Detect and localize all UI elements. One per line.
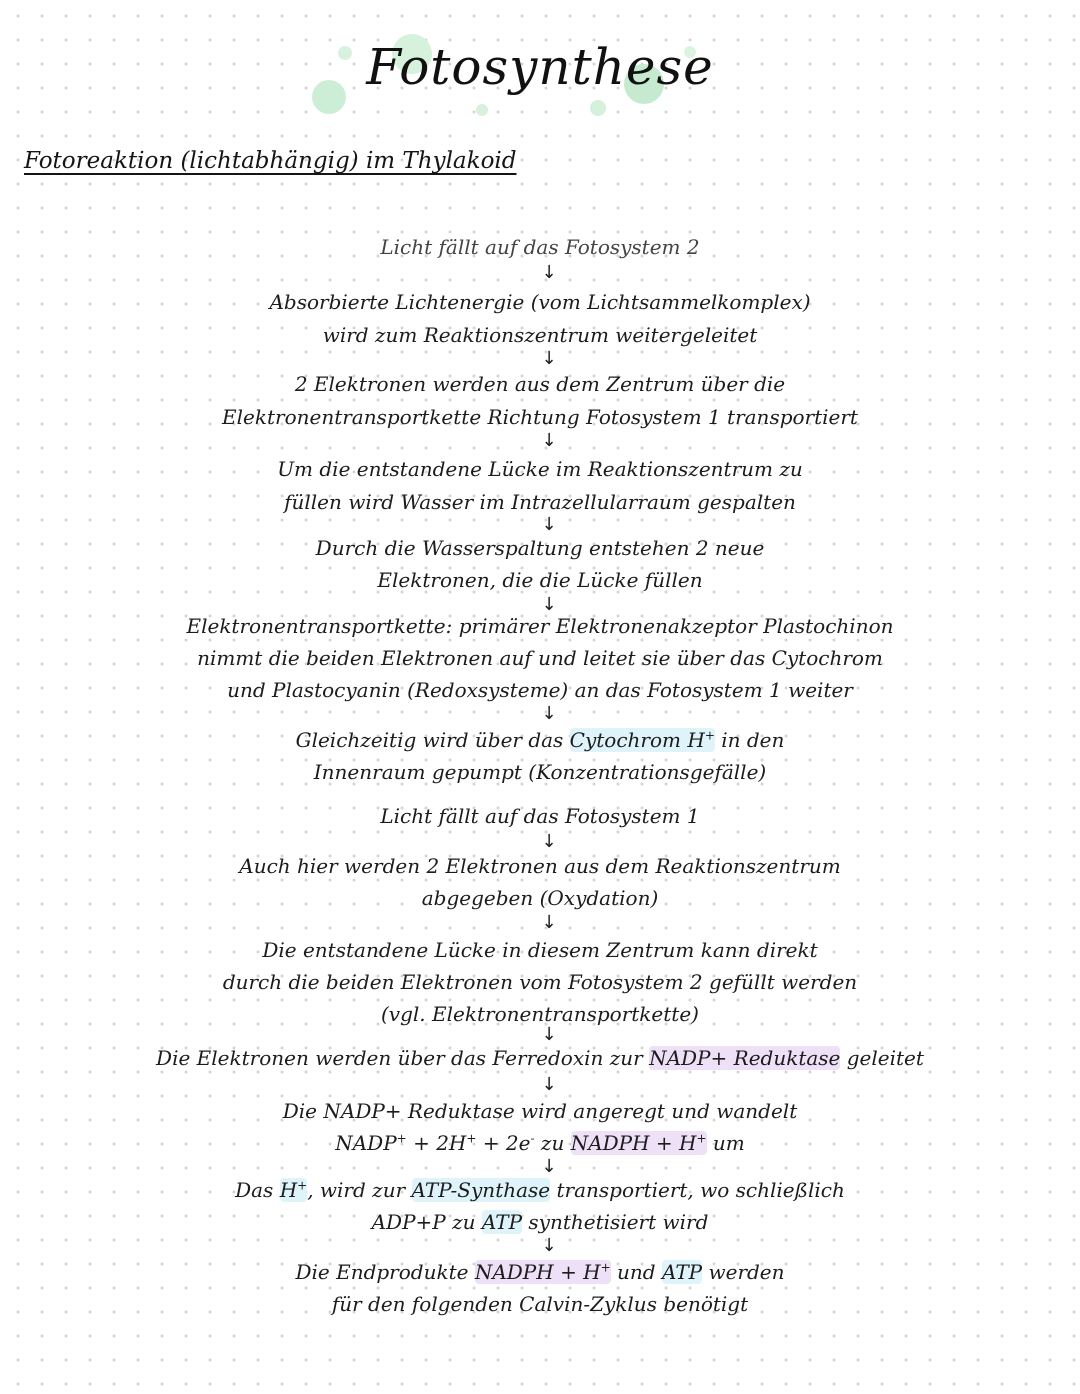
green-blob-decoration bbox=[476, 104, 488, 116]
atp-synthase-highlight: ATP-Synthase bbox=[411, 1178, 551, 1202]
superscript: + bbox=[696, 1131, 707, 1146]
formula-text: NADP bbox=[335, 1131, 397, 1155]
step-13-line-1 bbox=[0, 1177, 1080, 1203]
superscript: + bbox=[704, 728, 715, 743]
step-6-line-2: nimmt die beiden Elektronen auf und leitet sie über das Cytochrom bbox=[197, 646, 883, 670]
step-14-text: werden bbox=[702, 1260, 785, 1284]
down-arrow-icon: ↓ bbox=[541, 831, 557, 852]
step-11-text: geleitet bbox=[840, 1046, 924, 1070]
step-14-line-2: für den folgenden Calvin-Zyklus benötigt bbox=[331, 1292, 749, 1316]
step-4-line-2: füllen wird Wasser im Intrazellularraum gespalten bbox=[284, 490, 796, 514]
step-1-line-1: Licht fällt auf das Fotosystem 2 bbox=[380, 235, 700, 259]
step-6-line-1: Elektronentransportkette: primärer Elektronenakzeptor Plastochinon bbox=[186, 614, 894, 638]
nadph-highlight bbox=[571, 1131, 707, 1155]
step-3-line-2: Elektronentransportkette Richtung Fotosystem 1 transportiert bbox=[222, 405, 858, 429]
superscript: + bbox=[600, 1260, 611, 1275]
step-2-line-1: Absorbierte Lichtenergie (vom Lichtsammelkomplex) bbox=[269, 290, 811, 314]
step-7-line-2: Innenraum gepumpt (Konzentrationsgefälle) bbox=[313, 760, 767, 784]
step-9-line-1: Auch hier werden 2 Elektronen aus dem Reaktionszentrum bbox=[239, 854, 841, 878]
step-3-line-1: 2 Elektronen werden aus dem Zentrum über die bbox=[294, 372, 786, 396]
step-6-line-3: und Plastocyanin (Redoxsysteme) an das Fotosystem 1 weiter bbox=[227, 678, 853, 702]
cytochrom-text: Cytochrom H bbox=[569, 728, 705, 752]
step-14-text: Die Endprodukte bbox=[295, 1260, 475, 1284]
step-14-text: und bbox=[610, 1260, 662, 1284]
step-11-text: Die Elektronen werden über das Ferredoxin zur bbox=[156, 1046, 650, 1070]
step-13-text: Das bbox=[235, 1178, 280, 1202]
cytochrom-highlight bbox=[570, 728, 715, 752]
step-7-text: Gleichzeitig wird über das bbox=[295, 728, 570, 752]
down-arrow-icon: ↓ bbox=[541, 1156, 557, 1177]
nadph-highlight bbox=[475, 1260, 611, 1284]
step-12-line-1: Die NADP+ Reduktase wird angeregt und wandelt bbox=[282, 1099, 798, 1123]
step-12-line-2 bbox=[0, 1130, 1080, 1156]
step-11-line-1 bbox=[0, 1045, 1080, 1071]
nadp-reduktase-highlight: NADP+ Reduktase bbox=[649, 1046, 841, 1070]
down-arrow-icon: ↓ bbox=[541, 1024, 557, 1045]
formula-text: zu bbox=[534, 1131, 571, 1155]
down-arrow-icon: ↓ bbox=[541, 1074, 557, 1095]
step-13-text: synthetisiert wird bbox=[522, 1210, 709, 1234]
formula-text: um bbox=[706, 1131, 745, 1155]
step-5-line-2: Elektronen, die die Lücke füllen bbox=[377, 568, 703, 592]
down-arrow-icon: ↓ bbox=[541, 430, 557, 451]
step-13-text: ADP+P zu bbox=[371, 1210, 482, 1234]
step-13-line-2 bbox=[0, 1209, 1080, 1235]
section-heading: Fotoreaktion (lichtabhängig) im Thylakoid bbox=[24, 148, 517, 174]
step-13-text: transportiert, wo schließlich bbox=[550, 1178, 845, 1202]
step-10-line-3: (vgl. Elektronentransportkette) bbox=[381, 1002, 699, 1026]
step-10-line-2: durch die beiden Elektronen vom Fotosystem 2 gefüllt werden bbox=[222, 970, 858, 994]
formula-text: + 2H bbox=[406, 1131, 467, 1155]
down-arrow-icon: ↓ bbox=[541, 348, 557, 369]
nadph-text: NADPH + H bbox=[474, 1260, 601, 1284]
step-2-line-2: wird zum Reaktionszentrum weitergeleitet bbox=[322, 323, 758, 347]
step-10-line-1: Die entstandene Lücke in diesem Zentrum kann direkt bbox=[262, 938, 818, 962]
nadph-text: NADPH + H bbox=[570, 1131, 697, 1155]
h-plus-highlight bbox=[280, 1178, 308, 1202]
atp-highlight: ATP bbox=[481, 1210, 523, 1234]
h-text: H bbox=[279, 1178, 298, 1202]
down-arrow-icon: ↓ bbox=[541, 514, 557, 535]
step-14-line-1 bbox=[0, 1259, 1080, 1285]
page-title: Fotosynthese bbox=[366, 38, 714, 96]
green-blob-decoration bbox=[590, 100, 606, 116]
step-8-line-1: Licht fällt auf das Fotosystem 1 bbox=[380, 804, 700, 828]
superscript: + bbox=[466, 1131, 477, 1146]
superscript: + bbox=[396, 1131, 407, 1146]
step-7-text: in den bbox=[714, 728, 785, 752]
superscript: - bbox=[530, 1131, 535, 1146]
down-arrow-icon: ↓ bbox=[541, 1235, 557, 1256]
step-5-line-1: Durch die Wasserspaltung entstehen 2 neue bbox=[315, 536, 765, 560]
step-9-line-2: abgegeben (Oxydation) bbox=[421, 886, 659, 910]
down-arrow-icon: ↓ bbox=[541, 912, 557, 933]
superscript: + bbox=[297, 1178, 308, 1193]
step-7-line-1 bbox=[0, 727, 1080, 753]
down-arrow-icon: ↓ bbox=[541, 262, 557, 283]
step-13-text: , wird zur bbox=[307, 1178, 412, 1202]
down-arrow-icon: ↓ bbox=[541, 703, 557, 724]
step-4-line-1: Um die entstandene Lücke im Reaktionszentrum zu bbox=[277, 457, 803, 481]
formula-text: + 2e bbox=[476, 1131, 531, 1155]
down-arrow-icon: ↓ bbox=[541, 594, 557, 615]
atp-highlight: ATP bbox=[661, 1260, 703, 1284]
